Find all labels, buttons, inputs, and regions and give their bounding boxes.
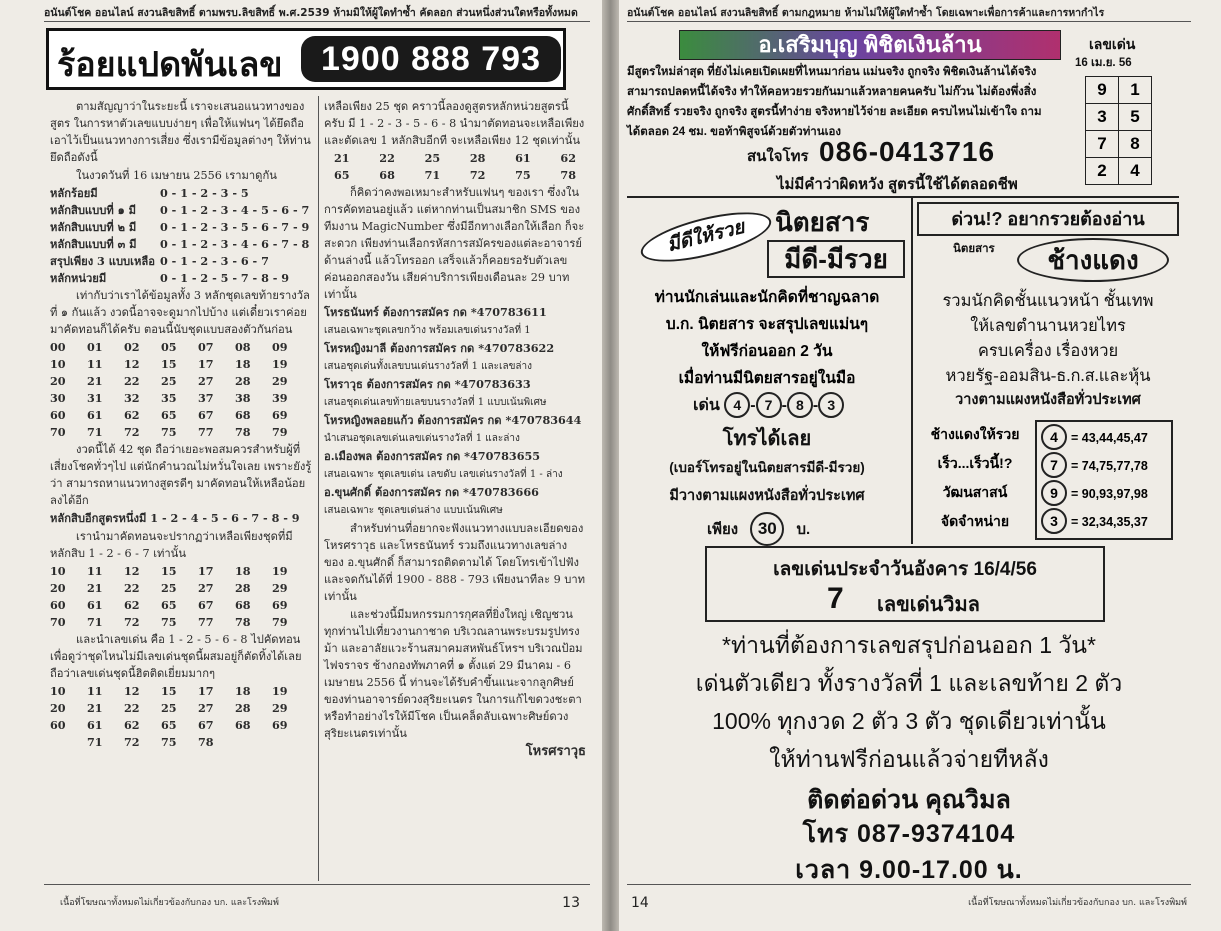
grid-cell: 15 [161, 684, 177, 698]
bottom-line-4: ให้ท่านฟรีก่อนแล้วจ่ายทีหลัง [769, 746, 1049, 772]
ad3-digit: 7 [1041, 452, 1067, 478]
paragraph: และช่วงนี้มีมหกรรมการกุศลที่ยิ่งใหญ่ เชิญชวนทุกท่านไปเที่ยวงานกาชาด บริเวณลานพระบรมรูปทรงม้า และอาลัยแวะร้านสมาคมสหพันธ์โหรฯ บริเวณป้อมไฟจราจร ช้างกองทัพภาคที่ ๑ ตั้งแต่ 29 มีนาคม - 6 เมษายน 2556 นี้ ท่านจะได้รับคำขึ้นแนะจากลูกศิษย์ของท่านอาจารย์ดวงสุริยะเนตร ในการแก้ไขดวงชะตา หรือทำอย่างไรให้มีโชค เป็นเคล็ดลับเฉพาะศิษย์ดวงสุริยะเนตรเท่านั้น [324, 608, 583, 740]
grid-cell: 78 [560, 168, 576, 182]
grid-cell: 05 [161, 340, 177, 354]
stat-row [50, 253, 312, 270]
stat-label: หลักสิบแบบที่ ๓ มี [50, 237, 137, 251]
ad3-value: = 90,93,97,98 [1071, 487, 1148, 501]
stat-row [50, 202, 312, 219]
grid-row [50, 424, 312, 441]
stat-value: 0 - 1 - 2 - 3 - 5 - 6 - 7 - 9 [160, 220, 310, 234]
ad3-line: รวมนักคิดชั้นแนวหน้า ชั้นเทพ [942, 291, 1154, 310]
grid-cell: 75 [161, 425, 177, 439]
ad2-call: โทรได้เลย [722, 428, 812, 450]
grid-cell: 20 [50, 581, 66, 595]
ad3-labels [917, 420, 1033, 536]
grid-row [50, 597, 312, 614]
member-desc: เสนอชุดเด่นเลขท้ายเลขบนรางวัลที่ 1 แบบเน้นพิเศษ [324, 397, 547, 408]
bottom-phone: โทร 087-9374104 [802, 820, 1016, 848]
ad3-value: = 43,44,45,47 [1071, 431, 1148, 445]
page-footer: เนื้อที่โฆษณาทั้งหมดไม่เกี่ยวข้องกับกอง บก. และโรงพิมพ์ [60, 898, 279, 908]
grid-cell: 65 [161, 598, 177, 612]
ad1-slogan: ไม่มีคำว่าผิดหวัง สูตรนี้ใช้ได้ตลอดชีพ [777, 176, 1018, 193]
ad2-line: บ.ก. นิตยสาร จะสรุปเลขแม่นๆ [665, 316, 869, 333]
ad-divider [627, 196, 1179, 198]
grid-row [50, 700, 312, 717]
grid-cell: 18 [235, 357, 251, 371]
grid-cell: 62 [124, 408, 140, 422]
grid-cell: 35 [161, 391, 177, 405]
grid-cell: 75 [161, 615, 177, 629]
bottom-line-5: ติดต่อด่วน คุณวิมล [807, 786, 1011, 814]
grid-row [50, 683, 312, 700]
grid-cell: 02 [124, 340, 140, 354]
page-number: 13 [562, 895, 580, 911]
lucky-number-table [1085, 76, 1152, 185]
grid-cell: 32 [124, 391, 140, 405]
lucky-cell: 5 [1119, 104, 1152, 131]
promo-number: 7 [827, 582, 844, 615]
grid-cell: 27 [198, 701, 214, 715]
ad3-label: จัดจำหน่าย [940, 513, 1010, 529]
grid-cell: 18 [235, 684, 251, 698]
grid-row [324, 150, 586, 167]
grid-cell: 67 [198, 718, 214, 732]
grid-cell: 67 [198, 408, 214, 422]
grid-cell: 28 [469, 151, 486, 165]
grid-cell: 70 [50, 425, 66, 439]
lucky-cell: 8 [1119, 131, 1152, 158]
promo-line2: เลขเด่นวิมล [877, 594, 980, 616]
grid-cell: 01 [87, 340, 103, 354]
member-list [324, 304, 586, 519]
left-page [0, 0, 602, 931]
grid-cell: 19 [272, 564, 288, 578]
ad3-row [1041, 424, 1167, 452]
member-code: โหรหญิงพลอยแก้ว ต้องการสมัคร กด *470783644 [324, 413, 582, 427]
paragraph: งวดนี้ได้ 42 ชุด ถือว่าเยอะพอสมควรสำหรับผู้ที่เสี่ยงโชคทั่วๆไป แต่นักคำนวณไม่หวั่นใจเลย เพราะยังรู้ว่า สามารถหาแนวทางสูตรดีๆ มาคัดทอนให้เหลือน้อยลงได้อีก [50, 443, 312, 507]
grid-cell: 27 [198, 374, 214, 388]
ad3-row [1041, 508, 1167, 536]
grid-cell: 37 [198, 391, 214, 405]
stat-label: สรุปเพียง 3 แบบเหลือ [50, 254, 155, 268]
grid-cell: 25 [424, 151, 441, 165]
ad3-mag-name: ช้างแดง [1017, 238, 1169, 282]
grid-cell: 65 [161, 718, 177, 732]
grid-cell: 20 [50, 374, 66, 388]
grid-cell: 25 [161, 701, 177, 715]
stat-value: 0 - 1 - 2 - 3 - 4 - 6 - 7 - 8 [160, 237, 310, 251]
page-header: อนันต์โชค ออนไลน์ สงวนลิขสิทธิ์ ตามพรบ.ลิขสิทธิ์ พ.ศ.2539 ห้ามมิให้ผู้ใดทำซ้ำ คัดลอก ส่วนหนึ่งส่วนใดหรือทั้งหมด [44, 7, 578, 19]
pick-number: 7 [756, 392, 782, 418]
bottom-line-3: 100% ทุกงวด 2 ตัว 3 ตัว ชุดเดียวเท่านั้น [712, 708, 1106, 734]
ad-serm-boon [627, 26, 1177, 194]
stat-row [50, 270, 312, 287]
ad3-value: = 74,75,77,78 [1071, 459, 1148, 473]
paragraph: เท่ากับว่าเราได้ข้อมูลทั้ง 3 หลักชุดเลขท้ายรางวัลที่ ๑ กันแล้ว งวดนี้อาจจะดูมากไปบ้าง แต่เดี๋ยวเราค่อยมาคัดทอนก็ได้ครับ ตอนนี้นับชุดแบบสองตัวกันก่อน [50, 289, 310, 336]
date-line: ในงวดวันที่ 16 เมษายน 2556 เรามาดูกัน [76, 169, 277, 182]
paragraph: เรานำมาคัดทอนจะปรากฏว่าเหลือเพียงชุดที่มีหลักสิบ 1 - 2 - 6 - 7 เท่านั้น [50, 530, 293, 560]
paragraph: ก็คิดว่าคงพอเหมาะสำหรับแฟนๆ ของเรา ซึ่งงในการคัดทอนอยู่แล้ว แต่หากท่านเป็นสมาชิก SMS ของทีมงาน MagicNumber ซึ่งมีอีกทางเลือกให้เลือก ก็จะสะดวก เพียงท่านเลือกรหัสการสมัครของแต่ละอาจารย์ด้านล่างนี้ แล้วโทรออก เสร็จแล้วก็คอยรอรับตัวเลข ค่อนออกสองวัน เสียค่าบริการเพียงเดือนละ 29 บาทเท่านั้น [324, 186, 585, 301]
grid-cell: 17 [198, 684, 214, 698]
pick-number: 4 [724, 392, 750, 418]
grid-row [50, 390, 312, 407]
grid-row [50, 734, 312, 751]
grid-cell: 09 [272, 340, 288, 354]
member-code: อ.ขุนศักดิ์ ต้องการสมัคร กด *470783666 [324, 485, 539, 499]
paragraph: เหลือเพียง 25 ชุด คราวนี้ลองดูสูตรหลักหน่วยสูตรนี้ครับ มี 1 - 2 - 3 - 5 - 6 - 8 นำมาตัดทอนจะเหลือเพียง และตัดเลข 1 หลักสิบอีกที จะเหลือเพียง 12 ชุดเท่านั้น [324, 100, 585, 147]
ad2-price-unit: บ. [796, 521, 811, 538]
ad3-sale: วางตามแผงหนังสือทั่วประเทศ [955, 392, 1141, 408]
grid-row [50, 563, 312, 580]
grid-cell: 29 [272, 701, 288, 715]
ad3-number-box [1035, 420, 1173, 540]
grid-cell: 77 [198, 425, 214, 439]
grid-row [324, 167, 586, 184]
ad2-pick-label: เด่น [693, 397, 720, 414]
stat-value: 0 - 1 - 2 - 5 - 7 - 8 - 9 [160, 271, 290, 285]
grid-cell: 00 [50, 340, 66, 354]
grid-cell: 75 [161, 735, 177, 749]
grid-row [50, 373, 312, 390]
grid-row [50, 717, 312, 734]
grid-cell: 22 [124, 374, 140, 388]
ad2-price-label: เพียง [707, 521, 739, 538]
grid-cell: 11 [87, 684, 103, 698]
ad3-digit: 4 [1041, 424, 1067, 450]
stat-row [50, 219, 312, 236]
footer-rule [627, 884, 1191, 885]
ad-meedee-meeruay [627, 200, 907, 540]
grid-cell: 07 [198, 340, 214, 354]
grid-cell: 71 [87, 425, 103, 439]
page-number: 14 [631, 895, 649, 911]
grid-cell [272, 734, 308, 751]
stat-value: 0 - 1 - 2 - 3 - 5 [160, 186, 249, 200]
lucky-cell: 3 [1086, 104, 1119, 131]
ad1-phone: 086-0413716 [819, 136, 996, 167]
grid-cell: 69 [272, 408, 288, 422]
column-divider [318, 96, 319, 881]
number-grid-2 [50, 563, 312, 631]
signature: โหรศราวุธ [525, 744, 586, 759]
grid-cell: 61 [87, 598, 103, 612]
grid-row [50, 614, 312, 631]
grid-cell: 22 [124, 701, 140, 715]
grid-row [50, 580, 312, 597]
ad-divider-v [911, 198, 913, 544]
bottom-line-2: เด่นตัวเดียว ทั้งรางวัลที่ 1 และเลขท้าย 2 ตัว [695, 670, 1123, 696]
ad3-lines [917, 288, 1179, 388]
ad1-title: อ.เสริมบุญ พิชิตเงินล้าน [679, 30, 1061, 60]
grid-row [50, 339, 312, 356]
grid-cell: 69 [272, 718, 288, 732]
grid-cell: 11 [87, 357, 103, 371]
grid-cell: 17 [198, 564, 214, 578]
grid-cell: 22 [124, 581, 140, 595]
grid-cell: 10 [50, 684, 66, 698]
digit-stats [50, 185, 312, 287]
bottom-hours: เวลา 9.00-17.00 น. [795, 856, 1023, 884]
grid-cell: 79 [272, 615, 288, 629]
grid-cell: 18 [235, 564, 251, 578]
grid-row [50, 356, 312, 373]
grid-cell: 79 [272, 425, 288, 439]
member-desc: เสนอเฉพาะชุดเลขกว้าง พร้อมเลขเด่นรางวัลที่ 1 [324, 325, 531, 336]
stat-label: หลักร้อยมี [50, 186, 98, 200]
lucky-cell: 1 [1119, 77, 1152, 104]
grid-cell: 30 [50, 391, 66, 405]
intro-paragraph: ตามสัญญาว่าในระยะนี้ เราจะเสนอแนวทางของสูตร ในการหาตัวเลขแบบง่ายๆ เพื่อให้แฟนๆ ได้ยึดถือเอาไว้เป็นแนวทางการเสี่ยง ซึ่งเรามีข้อมูลต่างๆ ให้ท่านยึดถือดังนี้ [50, 100, 311, 164]
lucky-cell: 2 [1086, 158, 1119, 185]
grid-cell: 68 [235, 718, 251, 732]
number-grid-3 [50, 683, 312, 751]
grid-cell: 60 [50, 598, 66, 612]
grid-cell: 39 [272, 391, 288, 405]
ad2-picks: 4 - 7 - 8 - 3 [724, 397, 844, 414]
member-desc: เสนอชุดเด่นทั้งเลขบนเด่นรางวัลที่ 1 และเลขล่าง [324, 361, 533, 372]
stat-label: หลักสิบแบบที่ ๑ มี [50, 203, 136, 217]
grid-cell: 12 [124, 684, 140, 698]
stat-row [50, 185, 312, 202]
grid-cell: 60 [50, 718, 66, 732]
page-footer: เนื้อที่โฆษณาทั้งหมดไม่เกี่ยวข้องกับกอง บก. และโรงพิมพ์ [968, 898, 1187, 908]
ad3-value: = 32,34,35,37 [1071, 515, 1148, 529]
grid-cell: 71 [87, 735, 103, 749]
grid-cell: 65 [161, 408, 177, 422]
lucky-cell: 4 [1119, 158, 1152, 185]
stat-value: 0 - 1 - 2 - 3 - 4 - 5 - 6 - 7 [160, 203, 310, 217]
grid-cell: 78 [198, 735, 214, 749]
number-grid-1 [50, 339, 312, 441]
page-header: อนันต์โชค ออนไลน์ สงวนลิขสิทธิ์ ตามกฎหมาย ห้ามไม่ให้ผู้ใดทำซ้ำ โดยเฉพาะเพื่อการค้าและการหากำไร [627, 7, 1105, 19]
ad3-row [1041, 452, 1167, 480]
right-page [619, 0, 1221, 931]
ad2-line: ท่านนักเล่นและนักคิดที่ชาญฉลาด [654, 289, 880, 306]
grid-cell: 28 [235, 374, 251, 388]
member-code: โหรธนันทร์ ต้องการสมัคร กด *470783611 [324, 305, 547, 319]
grid-cell: 61 [87, 408, 103, 422]
grid-cell: 68 [235, 598, 251, 612]
grid-cell: 69 [272, 598, 288, 612]
grid-cell: 12 [124, 564, 140, 578]
grid-cell: 71 [87, 615, 103, 629]
grid-cell: 21 [87, 374, 103, 388]
pick-number: 8 [787, 392, 813, 418]
banner-title: ร้อยแปดพันเลข [57, 47, 283, 84]
grid-row [50, 407, 312, 424]
grid-cell: 67 [198, 598, 214, 612]
member-code: โหราวุธ ต้องการสมัคร กด *470783633 [324, 377, 531, 391]
grid-cell: 20 [50, 701, 66, 715]
grid-cell: 61 [515, 151, 531, 165]
stat-row [50, 236, 312, 253]
grid-cell: 70 [50, 615, 66, 629]
article-column-2 [324, 98, 586, 761]
grid-cell: 61 [87, 718, 103, 732]
grid-cell: 17 [198, 357, 214, 371]
ad1-phone-label: สนใจโทร [747, 148, 809, 165]
stat-value: 0 - 1 - 2 - 3 - 6 - 7 [160, 254, 269, 268]
grid-cell: 71 [424, 168, 441, 182]
grid-cell: 08 [235, 340, 251, 354]
ad3-label: เร็ว...เร็วนี้!? [937, 455, 1013, 471]
paragraph: หลักสิบอีกสูตรหนึ่งมี 1 - 2 - 4 - 5 - 6 - 7 - 8 - 9 [50, 511, 300, 525]
ad2-badge: มีดีให้รวย [636, 202, 775, 271]
paragraph: สำหรับท่านที่อยากจะฟังแนวทางแบบละเอียดของโหรศราวุธ และโหรธนันทร์ รวมถึงแนวทางเลขล่างของ อ.ขุนศักดิ์ ก็สามารถติดตามได้ โดยโทรเข้าไปฟังและจดกันได้ที่ 1900 - 888 - 793 เพียงนาทีละ 9 บาทเท่านั้น [324, 522, 586, 603]
footer-rule [44, 884, 590, 885]
ad2-line: เมื่อท่านมีนิตยสารอยู่ในมือ [678, 370, 856, 387]
grid-cell: 19 [272, 684, 288, 698]
grid-cell: 28 [235, 701, 251, 715]
grid-cell: 21 [87, 701, 103, 715]
member-code: อ.เมืองพล ต้องการสมัคร กด *470783655 [324, 449, 541, 463]
ad3-line: ครบเครื่อง เรื่องหวย [977, 341, 1119, 360]
grid-cell: 21 [334, 151, 350, 165]
grid-cell: 10 [50, 564, 66, 578]
member-desc: เสนอเฉพาะ ชุดเลขเด่น เลขดับ เลขเด่นรางวัลที่ 1 - ล่าง [324, 469, 563, 480]
lucky-cell: 9 [1086, 77, 1119, 104]
grid-cell: 12 [124, 357, 140, 371]
grid-cell: 62 [560, 151, 576, 165]
grid-cell: 72 [124, 425, 140, 439]
promo-line1: เลขเด่นประจำวันอังคาร 16/4/56 [773, 559, 1037, 580]
ad3-row [1041, 480, 1167, 508]
ad2-price: 30 [750, 512, 784, 546]
grid-cell: 60 [50, 408, 66, 422]
grid-cell: 75 [515, 168, 531, 182]
grid-cell: 10 [50, 357, 66, 371]
grid-cell: 25 [161, 581, 177, 595]
grid-cell: 78 [235, 425, 251, 439]
grid-cell: 72 [469, 168, 486, 182]
grid-cell: 27 [198, 581, 214, 595]
lucky-cell: 7 [1086, 131, 1119, 158]
promo-box [705, 546, 1105, 622]
lucky-date: 16 เม.ย. 56 [1075, 57, 1132, 69]
grid-cell [235, 734, 271, 751]
ad3-line: ให้เลขตำนานหวยไทร [970, 316, 1126, 335]
grid-cell: 62 [124, 598, 140, 612]
article-column-1 [50, 98, 312, 751]
ad3-label: วัฒนสาสน์ [942, 484, 1008, 500]
ad2-lines [627, 284, 907, 392]
grid-cell: 78 [235, 615, 251, 629]
grid-cell: 68 [379, 168, 395, 182]
member-desc: เสนอเฉพาะ ชุดเลขเด่นล่าง แบบเน้นพิเศษ [324, 505, 503, 516]
ad2-sale: มีวางตามแผงหนังสือทั่วประเทศ [669, 488, 865, 504]
ad3-mag-label: นิตยสาร [953, 243, 995, 255]
ad2-line: ให้ฟรีก่อนออก 2 วัน [701, 343, 833, 360]
paragraph: และนำเลขเด่น คือ 1 - 2 - 5 - 6 - 8 ไปคัดทอนเพื่อดูว่าชุดไหนไม่มีเลขเด่นชุดนี้ผสมอยู่ก็ตัดทิ้งได้เลย ถือว่าเลขเด่นชุดนี้ฮิตติดเยี่ยมมากๆ [50, 633, 302, 680]
grid-cell: 31 [87, 391, 103, 405]
grid-cell: 28 [235, 581, 251, 595]
ad2-mag-name: มีดี-มีรวย [767, 240, 905, 278]
grid-cell: 77 [198, 615, 214, 629]
ad2-mag-label: นิตยสาร [775, 207, 870, 237]
ad-chang-daeng [917, 200, 1179, 540]
grid-cell: 11 [87, 564, 103, 578]
grid-cell: 72 [124, 615, 140, 629]
grid-cell: 68 [235, 408, 251, 422]
grid-cell [50, 734, 86, 751]
ad1-body: มีสูตรใหม่ล่าสุด ที่ยังไม่เคยเปิดเผยที่ไหนมาก่อน แม่นจริง ถูกจริง พิชิตเงินล้านได้จริง สามารถปลดหนี้ได้จริง ทำให้คอหวยรวยกันมาแล้วหลายคนครับ ไม่ก๊วน ไม่ต้องพึ่งสิ่งศักดิ์สิทธิ์ รวยจริง ถูกจริง สูตรนี้ทำง่าย จริงหายไว้จ่าย ละเอียด ครบไหนไม่เข้าใจ ถามได้ตลอด 24 ชม. ขอท้าพิสูจน์ด้วยตัวท่านเอง [627, 66, 1042, 138]
grid-cell: 72 [124, 735, 140, 749]
header-rule [627, 21, 1191, 22]
ad3-digit: 3 [1041, 508, 1067, 534]
member-desc: นำเสนอชุดเลขเด่นเลขเด่นรางวัลที่ 1 และล่าง [324, 433, 520, 444]
ad3-label: ช้างแดงให้รวย [930, 426, 1020, 442]
member-code: โหรหญิงมาลี ต้องการสมัคร กด *470783622 [324, 341, 555, 355]
lucky-title: เลขเด่น [1089, 36, 1136, 52]
ad3-headline: ด่วน!? อยากรวยต้องอ่าน [917, 202, 1179, 236]
grid-cell: 25 [161, 374, 177, 388]
banner-phone: 1900 888 793 [301, 36, 561, 82]
hotline-banner [46, 28, 566, 90]
ad3-digit: 9 [1041, 480, 1067, 506]
grid-cell: 15 [161, 357, 177, 371]
number-grid-final [324, 150, 586, 184]
grid-cell: 62 [124, 718, 140, 732]
bottom-line-1: *ท่านที่ต้องการเลขสรุปก่อนออก 1 วัน* [722, 632, 1096, 658]
pick-number: 3 [818, 392, 844, 418]
grid-cell: 21 [87, 581, 103, 595]
stat-label: หลักสิบแบบที่ ๒ มี [50, 220, 137, 234]
grid-cell: 15 [161, 564, 177, 578]
grid-cell: 29 [272, 374, 288, 388]
page-gutter [602, 0, 619, 931]
grid-cell: 19 [272, 357, 288, 371]
grid-cell: 22 [379, 151, 395, 165]
grid-cell: 65 [334, 168, 350, 182]
grid-cell: 38 [235, 391, 251, 405]
grid-cell: 29 [272, 581, 288, 595]
header-rule [44, 21, 590, 22]
ad3-line: หวยรัฐ-ออมสิน-ธ.ก.ส.และหุ้น [945, 366, 1151, 385]
ad2-note: (เบอร์โทรอยู่ในนิตยสารมีดี-มีรวย) [669, 460, 865, 475]
stat-label: หลักหน่วยมี [50, 271, 107, 285]
